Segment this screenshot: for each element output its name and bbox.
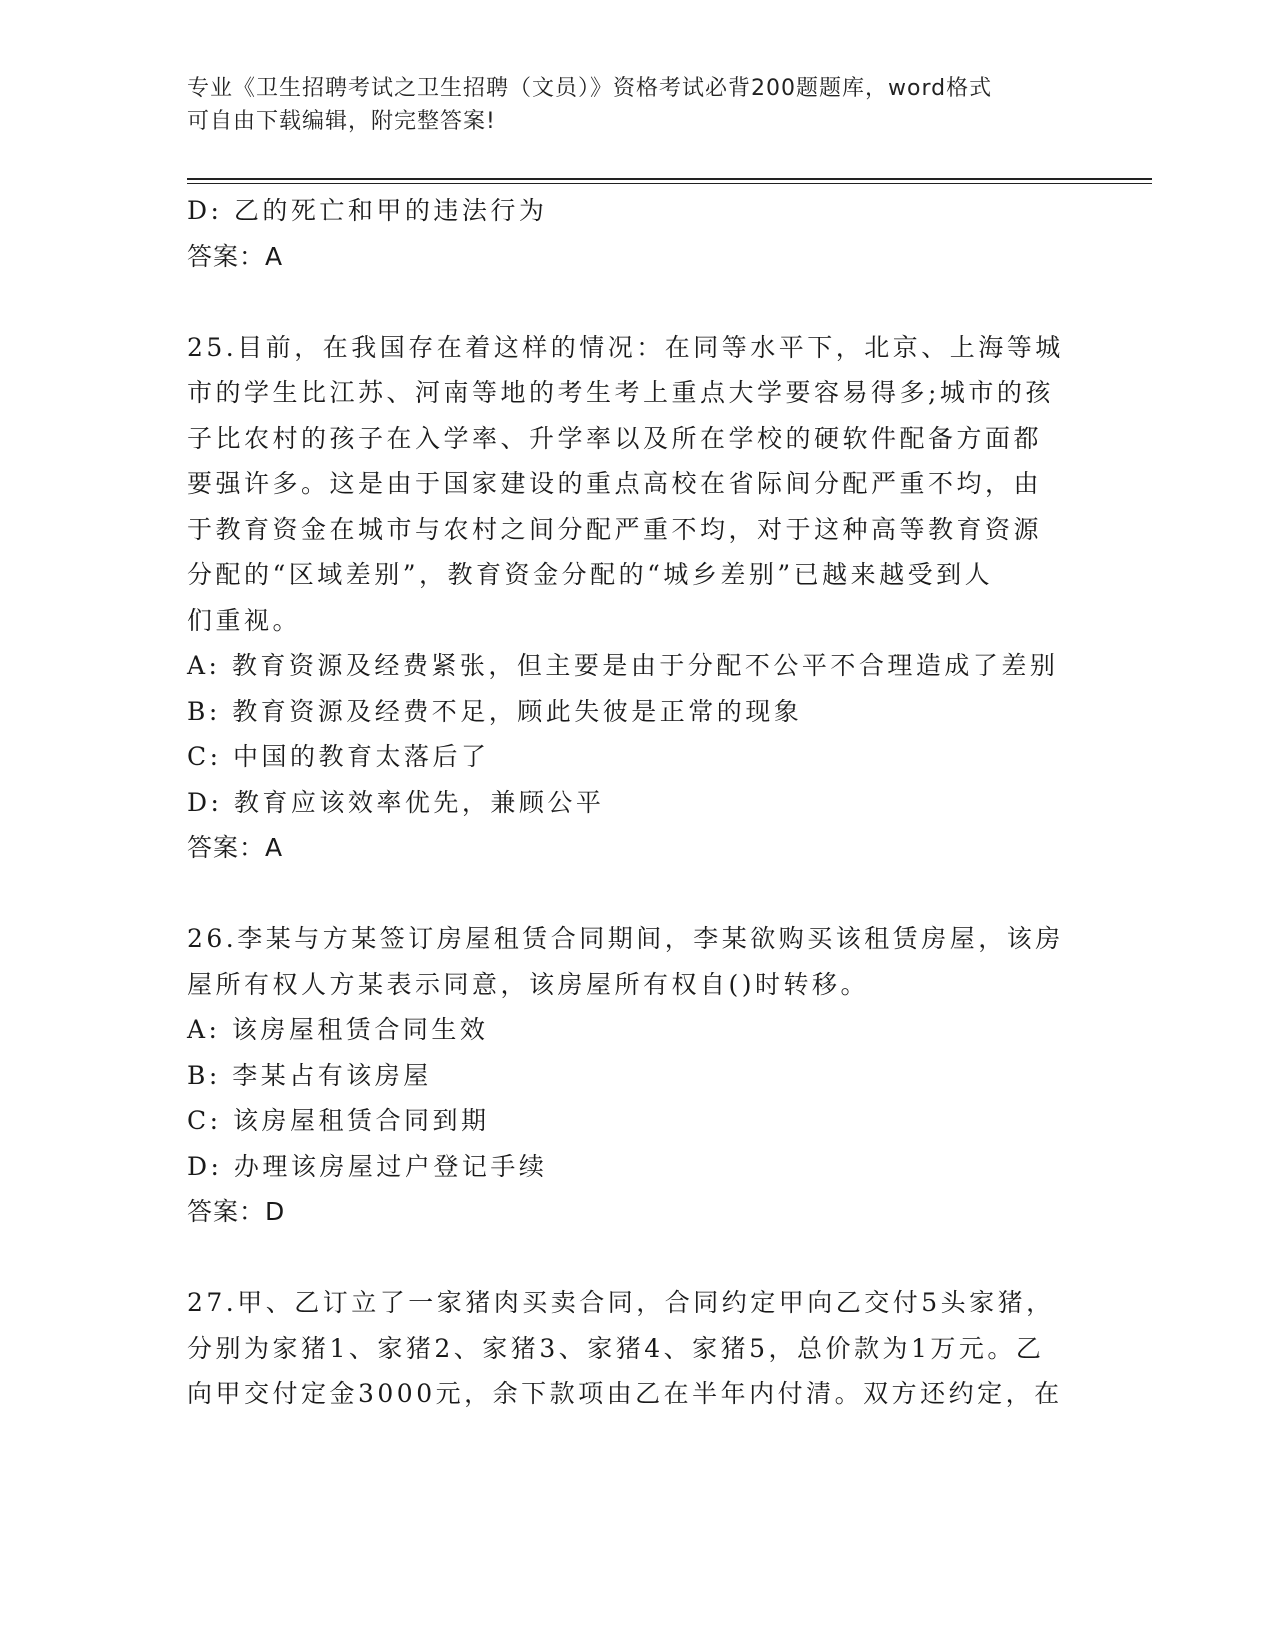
q27-stem-line: 27.甲、乙订立了一家猪肉买卖合同，合同约定甲向乙交付5头家猪，	[187, 1288, 1055, 1317]
q26-option-d: D: 办理该房屋过户登记手续	[187, 1151, 548, 1181]
q27-stem-line: 向甲交付定金3000元，余下款项由乙在半年内付清。双方还约定，在	[187, 1379, 1063, 1408]
q26-option-b: B: 李某占有该房屋	[187, 1060, 432, 1090]
q26-option-c: C: 该房屋租赁合同到期	[187, 1106, 490, 1135]
q25-option-d: D: 教育应该效率优先，兼顾公平	[187, 787, 605, 817]
q26-stem-line: 屋所有权人方某表示同意，该房屋所有权自()时转移。	[187, 969, 870, 999]
question-spacer	[187, 1235, 1067, 1281]
q25-option-b: B: 教育资源及经费不足，顾此失彼是正常的现象	[187, 696, 803, 726]
q26-stem-line: 26.李某与方某签订房屋租赁合同期间，李某欲购买该租赁房屋，该房	[187, 924, 1064, 953]
header-line-1: 专业《卫生招聘考试之卫生招聘（文员）》资格考试必背200题题库，word格式	[187, 76, 993, 101]
q25-stem-line: 市的学生比江苏、河南等地的考生考上重点大学要容易得多;城市的孩	[187, 378, 1054, 407]
question-spacer	[187, 871, 1067, 917]
q25-stem-line: 于教育资金在城市与农村之间分配严重不均，对于这种高等教育资源	[187, 514, 1043, 544]
q25-stem-line: 25.目前，在我国存在着这样的情况：在同等水平下，北京、上海等城	[187, 332, 1064, 362]
q26-option-a: A: 该房屋租赁合同生效	[187, 1015, 489, 1044]
question-spacer	[187, 279, 1067, 325]
q25-answer: 答案：A	[187, 833, 284, 862]
q25-stem-line: 分配的“区域差别”，教育资金分配的“城乡差别”已越来越受到人	[187, 560, 994, 589]
q26-answer: 答案：D	[187, 1197, 286, 1226]
header-rule-thick	[187, 178, 1152, 180]
page-header	[187, 72, 1067, 138]
q25-stem-line: 子比农村的孩子在入学率、升学率以及所在学校的硬软件配备方面都	[187, 423, 1043, 453]
q25-option-a: A: 教育资源及经费紧张，但主要是由于分配不公平不合理造成了差别	[187, 651, 1059, 680]
header-rule-thin	[187, 183, 1152, 184]
q25-stem-line: 要强许多。这是由于国家建设的重点高校在省际间分配严重不均，由	[187, 469, 1043, 498]
document-body	[187, 188, 1067, 1417]
q24-option-d: D: 乙的死亡和甲的违法行为	[187, 196, 548, 225]
q27-stem-line: 分别为家猪1、家猪2、家猪3、家猪4、家猪5，总价款为1万元。乙	[187, 1333, 1045, 1363]
q25-option-c: C: 中国的教育太落后了	[187, 742, 490, 771]
q25-stem-line: 们重视。	[187, 605, 302, 635]
header-line-2: 可自由下载编辑，附完整答案!	[187, 109, 496, 134]
q24-answer: 答案：A	[187, 241, 284, 271]
